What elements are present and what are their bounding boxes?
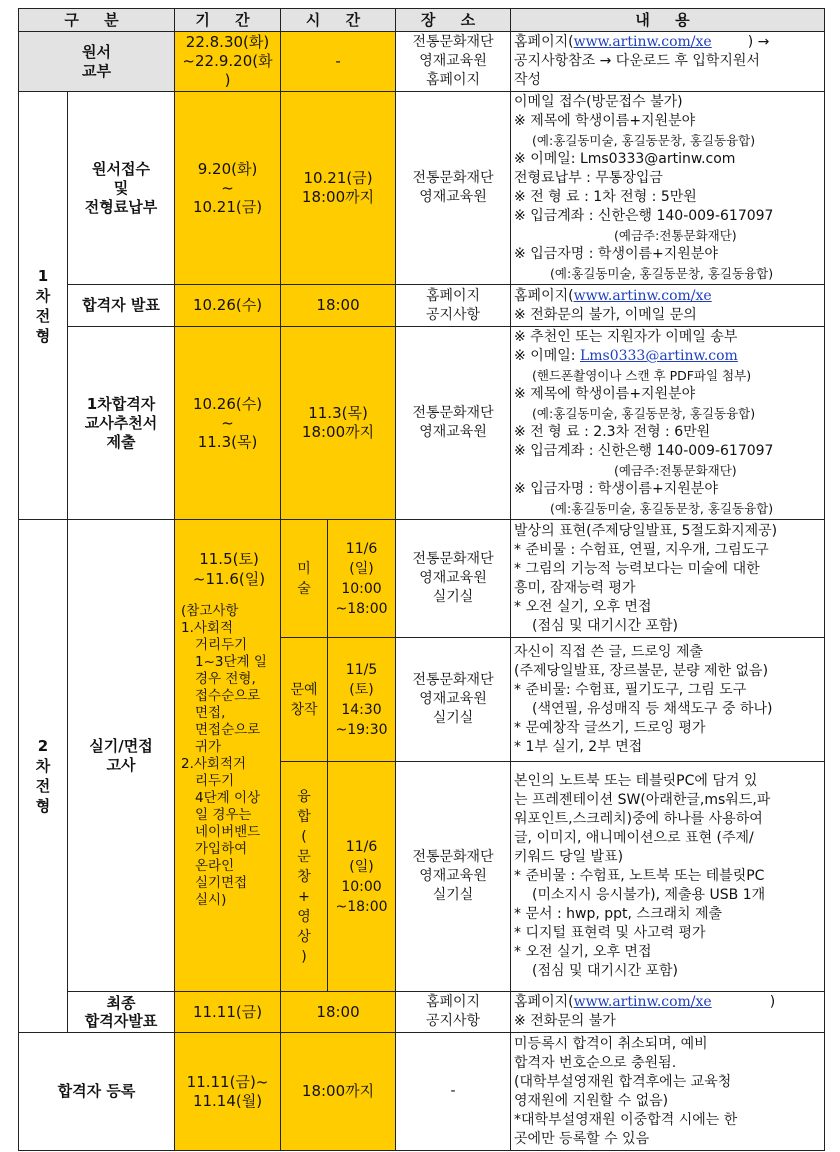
- content-line: * 준비물: 수험표, 필기도구, 그림 도구: [514, 681, 747, 698]
- row-exam-art: [19, 520, 825, 638]
- note-line: 귀가: [195, 739, 222, 755]
- content-line: (주제당일발표, 장르불문, 분량 제한 없음): [514, 662, 769, 679]
- admission-schedule-table: [18, 8, 825, 1151]
- note-line: 4단계 이상: [195, 790, 261, 806]
- content-line: 키워드 당일 발표): [514, 849, 624, 865]
- content-line: ※ 전 형 료 : 1차 전형 : 5만원: [514, 189, 697, 205]
- writing-place: 전통문화재단 영재교육원 실기실: [396, 638, 511, 762]
- result-period: 10.26(수): [175, 285, 281, 327]
- row-result: [19, 285, 825, 327]
- homepage-link[interactable]: www.artinw.com/xe: [573, 994, 712, 1010]
- note-line: 네이버밴드: [195, 824, 261, 840]
- final-period: 11.11(금): [175, 992, 281, 1033]
- content-line: * 그림의 기능적 능력보다는 미술에 대한: [514, 560, 760, 577]
- note-line: 실시): [195, 892, 227, 908]
- note-line: 2.사회적거: [181, 756, 247, 772]
- content-line: (예금주:전통문화재단): [614, 228, 737, 243]
- content-line: * 준비물 : 수험표, 노트북 또는 테블릿PC: [514, 868, 765, 884]
- note-line: 1.사회적: [181, 620, 234, 636]
- content-line: 자신이 직접 쓴 글, 드로잉 제출: [514, 643, 704, 660]
- content-line: * 문서 : hwp, ppt, 스크래치 제출: [514, 906, 723, 922]
- row-final-result: [19, 992, 825, 1033]
- note-line: 가입하여: [195, 841, 248, 857]
- receipt-content: [511, 92, 825, 285]
- content-line: (점심 및 대기시간 포함): [532, 963, 679, 979]
- header-content: 내 용: [511, 9, 825, 32]
- result-time: 18:00: [281, 285, 396, 327]
- content-line: ※ 입금계좌 : 신한은행 140-009-617097: [514, 443, 774, 459]
- application-place: 전통문화재단 영재교육원 홈페이지: [396, 32, 511, 92]
- content-line: (예:홍길동미술, 홍길동문창, 홍길동융합): [532, 133, 756, 148]
- registration-content: [511, 1033, 825, 1151]
- content-line: * 문예창작 글쓰기, 드로잉 평가: [514, 719, 706, 736]
- content-line: ※ 입금자명 : 학생이름+지원분야: [514, 481, 718, 497]
- art-place: 전통문화재단 영재교육원 실기실: [396, 520, 511, 638]
- receipt-period: 9.20(화) ~ 10.21(금): [175, 92, 281, 285]
- content-line: 워포인트,스크레치)중에 하나를 사용하여: [514, 811, 763, 827]
- content-line: 곳에만 등록할 수 있음: [514, 1130, 650, 1147]
- writing-content: [511, 638, 825, 762]
- recommend-place: 전통문화재단 영재교육원: [396, 327, 511, 520]
- result-content: [511, 285, 825, 327]
- content-line: (미소지시 응시불가), 제출용 USB 1개: [532, 887, 766, 903]
- header-row: [19, 9, 825, 32]
- stage2-label: 2 차 전 형: [19, 520, 68, 1033]
- art-time: 11/6 (일) 10:00 ~18:00: [328, 520, 396, 638]
- content-line: * 준비물 : 수험표, 연필, 지우개, 그림도구: [514, 541, 769, 558]
- homepage-link[interactable]: www.artinw.com/xe: [573, 34, 712, 50]
- note-line: 면접순으로: [195, 722, 261, 738]
- content-line: 발상의 표현(주제당일발표, 5절도화지제공): [514, 522, 778, 539]
- fusion-place: 전통문화재단 영재교육원 실기실: [396, 762, 511, 992]
- recommend-content: [511, 327, 825, 520]
- result-label: 합격자 발표: [68, 285, 175, 327]
- content-line: (핸드폰촬영이나 스캔 후 PDF파일 첨부): [532, 368, 752, 383]
- application-content: [511, 32, 825, 92]
- art-content: [511, 520, 825, 638]
- header-category: 구 분: [19, 9, 175, 32]
- content-line: 전형료납부 : 무통장입금: [514, 170, 663, 186]
- content-line: ※ 입금자명 : 학생이름+지원분야: [514, 246, 718, 262]
- email-link[interactable]: Lms0333@artinw.com: [579, 348, 738, 364]
- email-prefix: ※ 이메일:: [514, 348, 580, 364]
- content-line: (예:홍길동미술, 홍길동문창, 홍길동융합): [532, 406, 756, 421]
- content-line: (점심 및 대기시간 포함): [532, 617, 679, 634]
- note-line: 면접,: [195, 705, 226, 721]
- content-line: 미등록시 합격이 취소되며, 예비: [514, 1035, 708, 1052]
- writing-time: 11/5 (토) 14:30 ~19:30: [328, 638, 396, 762]
- content-line: * 1부 실기, 2부 면접: [514, 738, 643, 755]
- content-line: ※ 제목에 학생이름+지원분야: [514, 113, 696, 129]
- recommend-period: 10.26(수) ~ 11.3(목): [175, 327, 281, 520]
- content-line: ※ 제목에 학생이름+지원분야: [514, 386, 696, 402]
- registration-time: 18:00까지: [281, 1033, 396, 1151]
- note-line: 접수순으로: [195, 688, 261, 704]
- note-line: 일 경우는: [195, 807, 252, 823]
- fusion-time: 11/6 (일) 10:00 ~18:00: [328, 762, 396, 992]
- field-writing: 문예 창작: [281, 638, 328, 762]
- content-line: (예금주:전통문화재단): [614, 463, 737, 478]
- final-content: [511, 992, 825, 1033]
- result-place: 홈페이지 공지사항: [396, 285, 511, 327]
- note-line: (참고사항: [181, 603, 239, 619]
- fusion-content: [511, 762, 825, 992]
- content-suffix: ): [769, 994, 776, 1010]
- application-time: -: [281, 32, 396, 92]
- content-prefix: 홈페이지(: [514, 994, 574, 1010]
- content-line: * 디지털 표현력 및 사고력 평가: [514, 925, 706, 941]
- content-line: 이메일 접수(방문접수 불가): [514, 94, 683, 110]
- note-line: 경우 전형,: [195, 671, 256, 687]
- note-line: 실기면접: [195, 875, 248, 891]
- row-recommendation: [19, 327, 825, 520]
- content-rest: ※ 전화문의 불가: [514, 1013, 616, 1029]
- application-label: 원서 교부: [19, 32, 175, 92]
- field-art: 미 술: [281, 520, 328, 638]
- registration-label: 합격자 등록: [19, 1033, 175, 1151]
- row-registration: [19, 1033, 825, 1151]
- content-line: 본인의 노트북 또는 테블릿PC에 담겨 있: [514, 773, 758, 789]
- receipt-label: 원서접수 및 전형료납부: [68, 92, 175, 285]
- recommend-time: 11.3(목) 18:00까지: [281, 327, 396, 520]
- header-time: 시 간: [281, 9, 396, 32]
- content-line: *대학부설영재원 이중합격 시에는 한: [514, 1111, 738, 1128]
- header-place: 장 소: [396, 9, 511, 32]
- content-line: ※ 이메일: Lms0333@artinw.com: [514, 151, 736, 167]
- exam-period-cell: [175, 520, 281, 992]
- receipt-time: 10.21(금) 18:00까지: [281, 92, 396, 285]
- content-rest: ※ 전화문의 불가, 이메일 문의: [514, 306, 697, 323]
- content-line: (예:홍길동미술, 홍길동문창, 홍길동융합): [550, 266, 774, 281]
- final-place: 홈페이지 공지사항: [396, 992, 511, 1033]
- content-line: 합격자 번호순으로 충원됨.: [514, 1054, 677, 1071]
- registration-period: 11.11(금)~ 11.14(월): [175, 1033, 281, 1151]
- content-line: (색연필, 유성매직 등 채색도구 중 하나): [532, 700, 773, 717]
- content-line: ※ 추천인 또는 지원자가 이메일 송부: [514, 329, 738, 345]
- header-period: 기 간: [175, 9, 281, 32]
- note-line: 거리두기: [195, 637, 248, 653]
- row-receipt: [19, 92, 825, 285]
- content-line: 는 프레젠테이션 SW(아래한글,ms워드,파: [514, 792, 771, 808]
- note-line: 리두기: [195, 773, 235, 789]
- note-line: 온라인: [195, 858, 235, 874]
- content-line: 영재원에 지원할 수 없음): [514, 1092, 669, 1109]
- exam-label: 실기/면접 고사: [68, 520, 175, 992]
- content-line: * 오전 실기, 오후 면접: [514, 598, 652, 615]
- content-line: [514, 347, 821, 366]
- recommend-label: 1차합격자 교사추천서 제출: [68, 327, 175, 520]
- content-line: ※ 입금계좌 : 신한은행 140-009-617097: [514, 208, 774, 224]
- content-line: (예:홍길동미술, 홍길동문창, 홍길동융합): [550, 501, 774, 516]
- content-line: 흥미, 잠재능력 평가: [514, 579, 636, 596]
- note-line: 1~3단계 일: [195, 654, 267, 670]
- final-time: 18:00: [281, 992, 396, 1033]
- content-rest: 공지사항참조 → 다운로드 후 입학지원서 작성: [514, 53, 760, 88]
- content-line: ※ 전 형 료 : 2.3차 전형 : 6만원: [514, 424, 711, 440]
- content-line: * 오전 실기, 오후 면접: [514, 944, 652, 960]
- content-prefix: 홈페이지(: [514, 34, 574, 50]
- receipt-place: 전통문화재단 영재교육원: [396, 92, 511, 285]
- exam-period: 11.5(토) ~11.6(일): [192, 550, 266, 588]
- content-line: (대학부설영재원 합격후에는 교육청: [514, 1073, 732, 1090]
- stage1-label: 1 차 전 형: [19, 92, 68, 520]
- registration-place: -: [396, 1033, 511, 1151]
- final-label: 최종 합격자발표: [68, 992, 175, 1033]
- field-fusion: 융 합 ( 문 창 + 영 상 ): [281, 762, 328, 992]
- content-line: 글, 이미지, 애니메이션으로 표현 (주제/: [514, 830, 754, 846]
- row-application-distribution: [19, 32, 825, 92]
- application-period: 22.8.30(화) ~22.9.20(화 ): [175, 32, 281, 92]
- content-prefix: 홈페이지(: [514, 287, 574, 304]
- homepage-link[interactable]: www.artinw.com/xe: [573, 287, 712, 304]
- content-suffix: ) →: [747, 34, 770, 50]
